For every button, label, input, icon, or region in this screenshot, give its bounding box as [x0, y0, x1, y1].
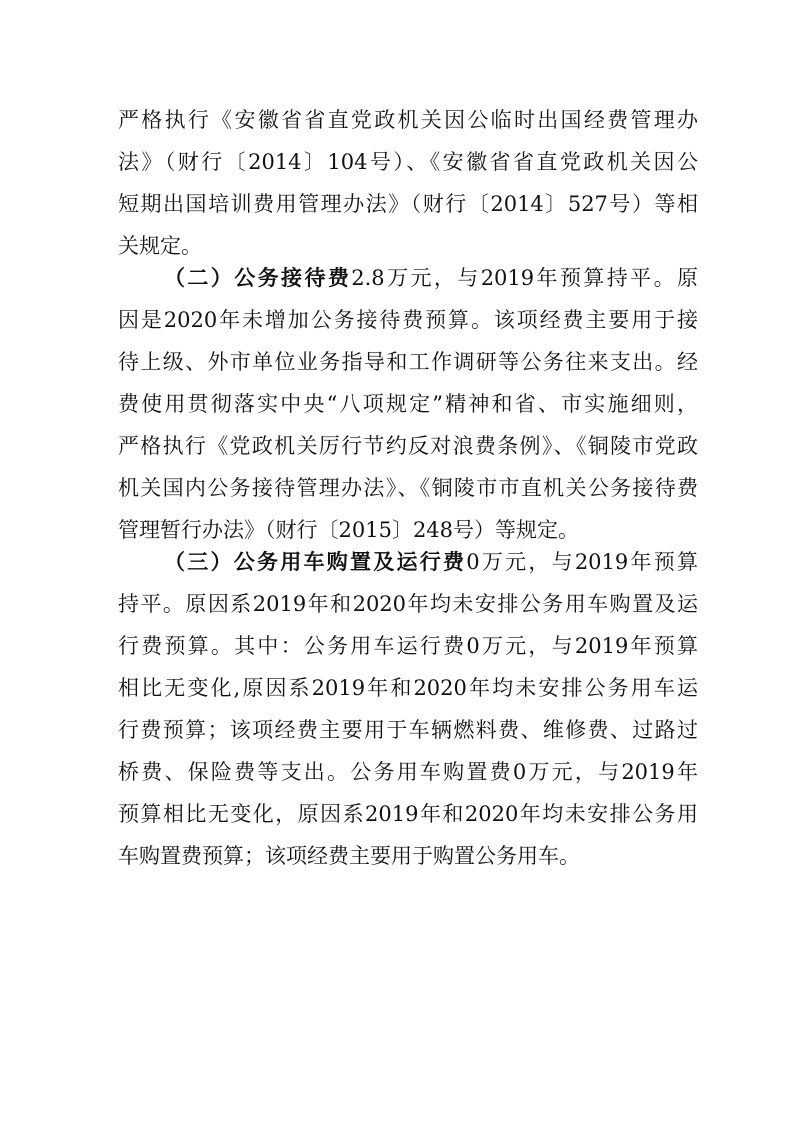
text-line: 待上级、外市单位业务指导和工作调研等公务往来支出。经	[118, 350, 698, 374]
text-line: 桥费、保险费等支出。公务用车购置费0万元，与2019年	[118, 760, 698, 784]
text-line: 机关国内公务接待管理办法》、《铜陵市市直机关公务接待费	[118, 476, 698, 500]
text-line: 相比无变化,原因系2019年和2020年均未安排公务用车运	[118, 676, 698, 700]
section-heading: （二）公务接待费	[164, 266, 352, 290]
text-line: 车购置费预算；该项经费主要用于购置公务用车。	[118, 844, 580, 868]
paragraph-first-line	[164, 545, 698, 579]
text-line: 行费预算。其中：公务用车运行费0万元，与2019年预算	[118, 634, 698, 658]
text-line: 管理暂行办法》（财行〔2015〕248号）等规定。	[118, 518, 580, 542]
text-run: 2.8万元，与2019年预算持平。原	[351, 266, 698, 290]
text-line: 持平。原因系2019年和2020年均未安排公务用车购置及运	[118, 592, 698, 616]
text-line: 预算相比无变化，原因系2019年和2020年均未安排公务用	[118, 802, 698, 826]
text-line: 严格执行《党政机关厉行节约反对浪费条例》、《铜陵市党政	[118, 434, 698, 458]
text-run: 0万元，与2019年预算	[466, 550, 698, 574]
text-line: 关规定。	[118, 234, 202, 258]
text-line: 严格执行《安徽省省直党政机关因公临时出国经费管理办	[118, 108, 698, 132]
text-line: 短期出国培训费用管理办法》（财行〔2014〕527号）等相	[118, 192, 698, 216]
text-line: 费使用贯彻落实中央“八项规定”精神和省、市实施细则，	[118, 392, 698, 416]
text-line: 法》（财行〔2014〕104号）、《安徽省省直党政机关因公	[118, 150, 698, 174]
paragraph-first-line	[164, 261, 698, 295]
section-heading: （三）公务用车购置及运行费	[164, 550, 467, 574]
text-line: 行费预算；该项经费主要用于车辆燃料费、维修费、过路过	[118, 718, 698, 742]
text-line: 因是2020年未增加公务接待费预算。该项经费主要用于接	[118, 308, 698, 332]
